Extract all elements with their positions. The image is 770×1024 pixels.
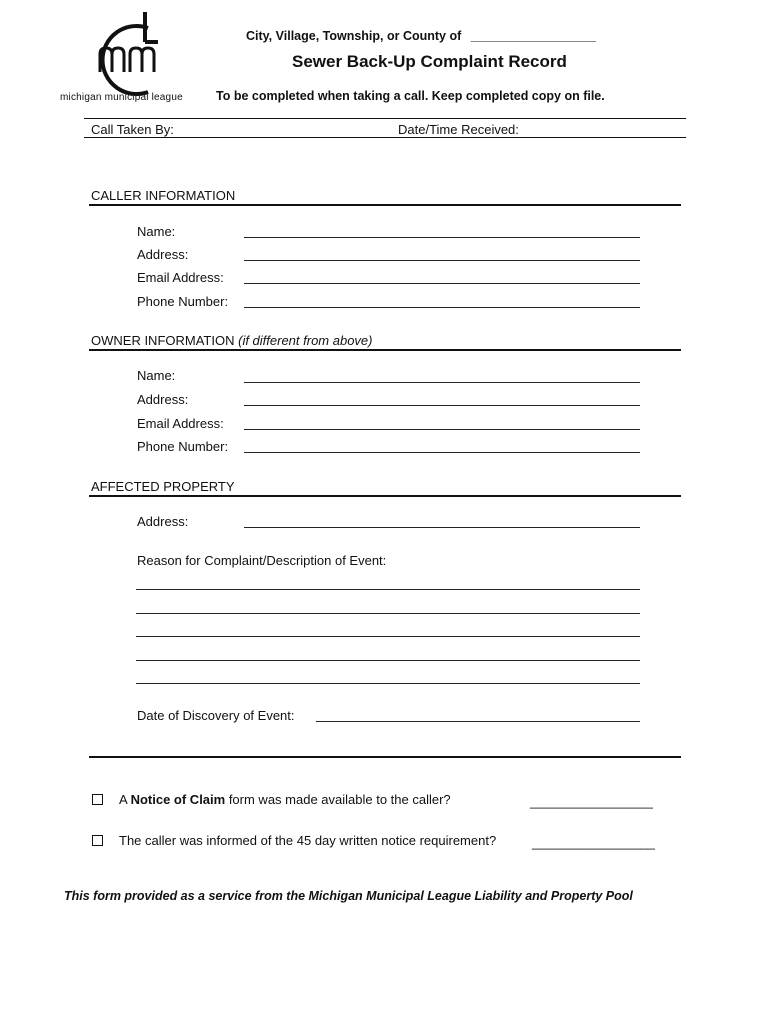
call-taken-label: Call Taken By:: [91, 122, 174, 137]
owner-address-label: Address:: [137, 392, 189, 407]
property-address-field[interactable]: [244, 527, 640, 528]
notice-suffix: form was made available to the caller?: [225, 792, 451, 807]
discovery-date-label: Date of Discovery of Event:: [137, 708, 295, 723]
owner-email-label: Email Address:: [137, 416, 224, 431]
owner-phone-label: Phone Number:: [137, 439, 229, 454]
footer-note: This form provided as a service from the Michigan Municipal League Liability and Property Pool: [64, 889, 633, 903]
logo-text: michigan municipal league: [60, 92, 183, 103]
caller-section-heading: CALLER INFORMATION: [91, 188, 236, 203]
reason-label: Reason for Complaint/Description of Event:: [137, 553, 387, 568]
caller-name-field[interactable]: [244, 237, 640, 238]
property-section-heading: AFFECTED PROPERTY: [91, 479, 235, 494]
reason-line-4[interactable]: [136, 660, 640, 661]
municipality-blank: __________________: [470, 29, 596, 43]
page-subtitle: To be completed when taking a call. Keep completed copy on file.: [216, 89, 605, 103]
owner-section-rule: [89, 349, 681, 351]
forty-five-day-checkbox[interactable]: [92, 835, 103, 846]
forty-five-day-text: The caller was informed of the 45 day written notice requirement?: [119, 833, 497, 848]
caller-phone-field[interactable]: [244, 307, 640, 308]
caller-address-field[interactable]: [244, 260, 640, 261]
notice-of-claim-checkbox[interactable]: [92, 794, 103, 805]
caller-address-label: Address:: [137, 247, 189, 262]
owner-address-field[interactable]: [244, 405, 640, 406]
caller-phone-label: Phone Number:: [137, 294, 229, 309]
notice-bold: Notice of Claim: [130, 792, 226, 807]
owner-section-heading: [91, 333, 373, 348]
reason-line-3[interactable]: [136, 636, 640, 637]
property-address-label: Address:: [137, 514, 189, 529]
caller-email-field[interactable]: [244, 283, 640, 284]
forty-five-day-answer[interactable]: _________________: [532, 835, 655, 850]
municipality-label: City, Village, Township, or County of: [246, 29, 462, 43]
owner-email-field[interactable]: [244, 429, 640, 430]
reason-line-1[interactable]: [136, 589, 640, 590]
owner-heading-note: (if different from above): [238, 333, 373, 348]
date-time-received-label: Date/Time Received:: [398, 122, 519, 137]
property-bottom-rule: [89, 756, 681, 758]
reason-line-5[interactable]: [136, 683, 640, 684]
call-bar-top-rule: [84, 118, 686, 119]
page-title: Sewer Back-Up Complaint Record: [292, 52, 567, 71]
caller-email-label: Email Address:: [137, 270, 224, 285]
call-bar-bottom-rule: [84, 137, 686, 138]
reason-line-2[interactable]: [136, 613, 640, 614]
owner-heading-text: OWNER INFORMATION: [91, 333, 235, 348]
property-section-rule: [89, 495, 681, 497]
owner-name-label: Name:: [137, 368, 176, 383]
municipality-line: [246, 29, 596, 43]
owner-name-field[interactable]: [244, 382, 640, 383]
discovery-date-field[interactable]: [316, 721, 640, 722]
notice-of-claim-answer[interactable]: _________________: [530, 794, 653, 809]
notice-prefix: A: [119, 792, 131, 807]
caller-section-rule: [89, 204, 681, 206]
owner-phone-field[interactable]: [244, 452, 640, 453]
notice-of-claim-text: [119, 792, 451, 807]
caller-name-label: Name:: [137, 224, 176, 239]
